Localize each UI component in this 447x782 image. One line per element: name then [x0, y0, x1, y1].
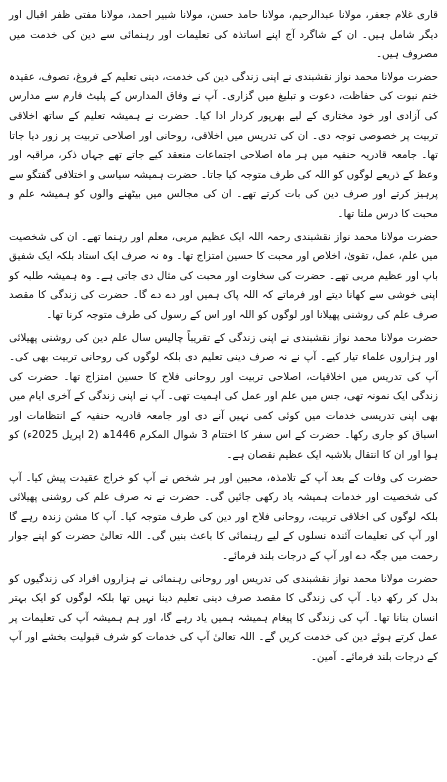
paragraph-students: قاری غلام جعفر، مولانا عبدالرحیم، مولانا حامد حسن، مولانا شبیر احمد، مولانا مفتی ظفر اقبال اور دیگر شامل ہیں۔ ان کے شاگرد آج اپنے اساتذہ کی تعلیمات اور رہنمائی سے دین کی خدمت میں مصروف ہیں۔ [9, 9, 438, 61]
paragraph-services: حضرت مولانا محمد نواز نقشبندی نے اپنی زندگی دین کی خدمت، دینی تعلیم کے فروغ، تصوف، عقیدہ ختم نبوت کی حفاظت، دعوت و تبلیغ میں گزاری۔ آپ نے وفاق المدارس کے پلیٹ فارم سے مدارس کی آزادی اور خود مختاری کے لیے بھرپور کردار ادا کیا۔ حضرت نے ہمیشہ تعلیم کے ساتھ اخلاقی تربیت پر خصوصی توجہ دی۔ ان کی تدریس میں اخلاقی، روحانی اور اصلاحی تربیت پر زور دیا جاتا تھا۔ جامعہ قادریہ حنفیہ میں ہر ماہ اصلاحی اجتماعات منعقد کیے جاتے تھے جہاں ذکر، مراقبہ اور وعظ کے ذریعے لوگوں کو اللہ کی طرف متوجہ کیا جاتا۔ حضرت ہمیشہ سیاسی و اختلافی گفتگو سے پرہیز کرتے اور صرف دین کی بات کرتے تھے۔ ان کی مجالس میں بیٹھنے والوں کو ہمیشہ علم و محبت کا درس ملتا تھا۔ [9, 70, 438, 220]
paragraph-tributes: حضرت کی وفات کے بعد آپ کے تلامذہ، محبین اور ہر شخص نے آپ کو خراج عقیدت پیش کیا۔ آپ کی شخصیت اور خدمات ہمیشہ یاد رکھی جائیں گی۔ حضرت نے نہ صرف علم کی روشنی پھیلائی بلکہ لوگوں کی اخلاقی تربیت، روحانی فلاح اور دین کی طرف متوجہ کیا۔ آپ کا مشن زندہ رہے گا اور آپ کی تعلیمات آئندہ نسلوں کے لیے رہنمائی کا باعث بنیں گی۔ اللہ تعالیٰ حضرت کو اپنے جوار رحمت میں جگہ دے اور آپ کے درجات بلند فرمائے۔ [9, 471, 438, 563]
paragraph-character: حضرت مولانا محمد نواز نقشبندی رحمہ اللہ ایک عظیم مربی، معلم اور رہنما تھے۔ ان کی شخصیت میں علم، عمل، تقویٰ، اخلاص اور محبت کا حسین امتزاج تھا۔ وہ نہ صرف ایک استاد بلکہ ایک شفیق باپ اور عظیم مربی تھے۔ حضرت کی سخاوت اور محبت کی مثال دی جاتی ہے۔ وہ ہمیشہ طلبہ کو اپنی خوشی سے کھانا دیتے اور فرماتے کہ اللہ پاک ہمیں اور دے دے گا۔ حضرت کی زندگی کا مقصد صرف علم کی روشنی پھیلانا اور لوگوں کو اللہ اور اس کے رسول کی طرف متوجہ کرنا تھا۔ [9, 230, 438, 321]
paragraph-teaching-career: حضرت مولانا محمد نواز نقشبندی نے اپنی زندگی کے تقریباً چالیس سال علم دین کی روشنی پھیلائی اور ہزاروں علماء تیار کیے۔ آپ نے نہ صرف دینی تعلیم دی بلکہ لوگوں کی روحانی تربیت بھی کی۔ آپ کی تدریس میں اخلاقیات، اصلاحی تربیت اور روحانی فلاح کا حسین امتزاج تھا۔ حضرت کی زندگی ایک نمونہ تھی، جس میں علم اور عمل کی اہمیت تھی۔ آپ نے اپنی زندگی کے آخری ایام میں بھی اپنی تدریسی خدمات میں کوئی کمی نہیں آنے دی اور جامعہ قادریہ حنفیہ کے انتظامات اور اسباق کو جاری رکھا۔ حضرت کے اس سفر کا اختتام 3 شوال المکرم 1446ھ (2 اپریل 2025ء) کو ہوا اور ان کا انتقال بلاشبہ ایک عظیم نقصان ہے۔ [9, 331, 438, 462]
paragraph-conclusion: حضرت مولانا محمد نواز نقشبندی کی تدریس اور روحانی رہنمائی نے ہزاروں افراد کی زندگیوں کو بدل کر رکھ دیا۔ آپ کی زندگی کا مقصد صرف دینی تعلیم دینا نہیں تھا بلکہ لوگوں کو ایک بہتر انسان بنانا تھا۔ آپ کی زندگی کا پیغام ہمیشہ ہمیں یاد رہے گا، اور ہم ہمیشہ آپ کی تعلیمات پر عمل کرتے ہوئے دین کی خدمت کریں گے۔ اللہ تعالیٰ آپ کی خدمات کو شرف قبولیت بخشے اور آپ کے درجات بلند فرمائے۔ آمین۔ [9, 572, 438, 663]
